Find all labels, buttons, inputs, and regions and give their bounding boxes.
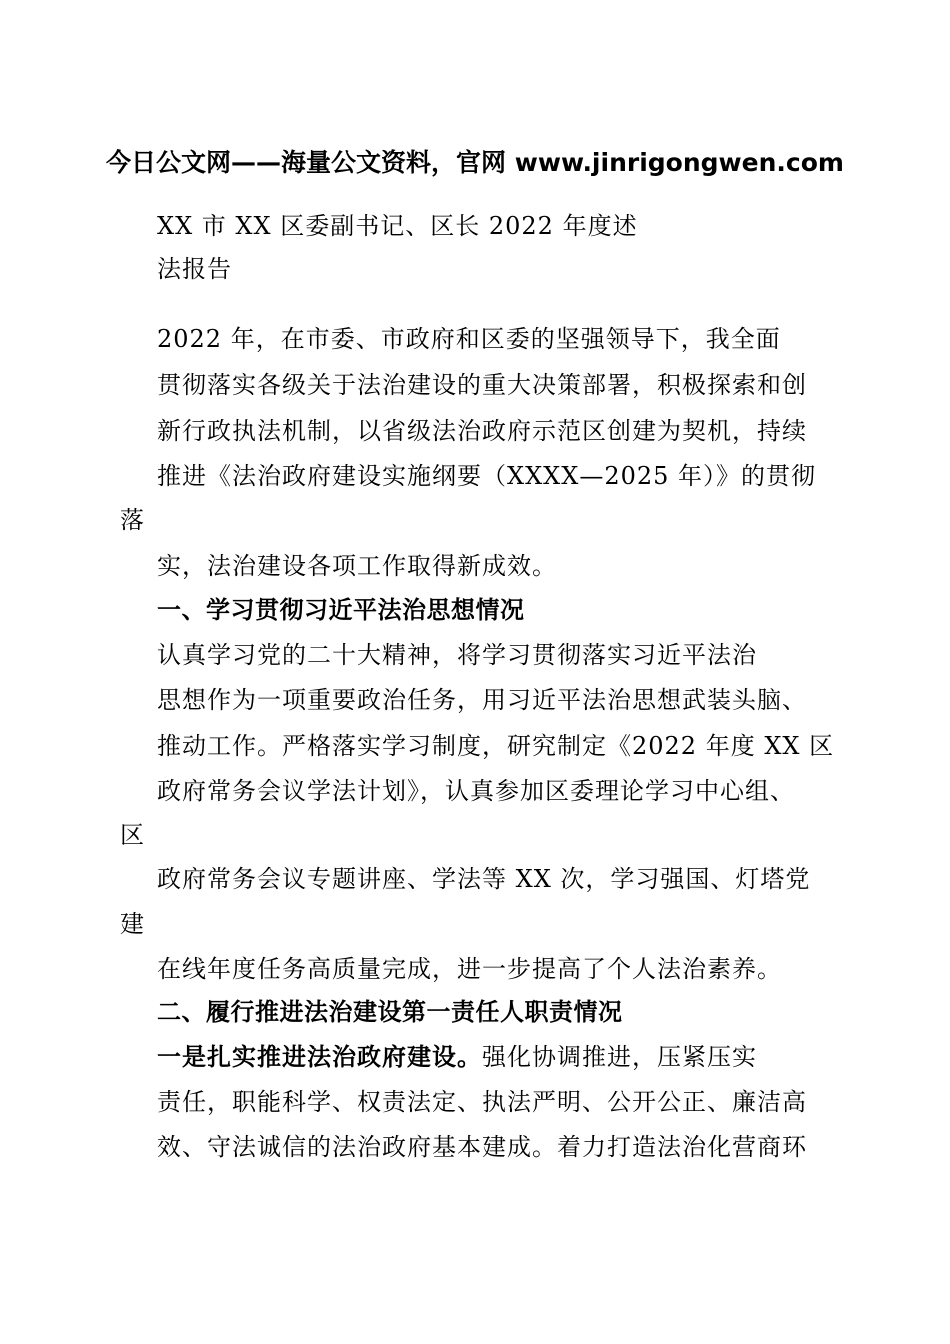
document-title-line-2: 法报告 — [157, 255, 232, 283]
intro-line: 贯彻落实各级关于法治建设的重大决策部署，积极探索和创 — [157, 371, 807, 399]
intro-line: 落 — [120, 506, 145, 534]
section-line: 政府常务会议专题讲座、学法等 XX 次，学习强国、灯塔党 — [157, 865, 811, 893]
intro-line: 推进《法治政府建设实施纲要（XXXX—2025 年）》的贯彻 — [157, 462, 817, 490]
section-lead-text: 强化协调推进，压紧压实 — [482, 1043, 757, 1071]
section-line: 效、守法诚信的法治政府基本建成。着力打造法治化营商环 — [157, 1133, 807, 1161]
section-line: 区 — [120, 821, 145, 849]
section-line: 建 — [120, 910, 145, 938]
intro-line: 2022 年，在市委、市政府和区委的坚强领导下，我全面 — [157, 325, 781, 353]
section-heading: 一、学习贯彻习近平法治思想情况 — [157, 596, 525, 624]
intro-line: 新行政执法机制，以省级法治政府示范区创建为契机，持续 — [157, 417, 807, 445]
intro-line: 实，法治建设各项工作取得新成效。 — [157, 552, 557, 580]
section-line: 政府常务会议学法计划》，认真参加区委理论学习中心组、 — [157, 777, 795, 805]
section-line: 推动工作。严格落实学习制度，研究制定《2022 年度 XX 区 — [157, 732, 835, 760]
section-line: 在线年度任务高质量完成，进一步提高了个人法治素养。 — [157, 955, 782, 983]
section-heading: 二、履行推进法治建设第一责任人职责情况 — [157, 998, 623, 1026]
section-lead-bold: 一是扎实推进法治政府建设。 — [157, 1043, 482, 1071]
section-line: 责任，职能科学、权责法定、执法严明、公开公正、廉洁高 — [157, 1088, 807, 1116]
site-header: 今日公文网——海量公文资料，官网 www.jinrigongwen.com — [106, 148, 844, 177]
section-lead-line — [157, 1041, 757, 1073]
section-line: 思想作为一项重要政治任务，用习近平法治思想武装头脑、 — [157, 686, 807, 714]
document-title-line-1: XX 市 XX 区委副书记、区长 2022 年度述 — [157, 212, 638, 240]
section-line: 认真学习党的二十大精神，将学习贯彻落实习近平法治 — [157, 641, 757, 669]
